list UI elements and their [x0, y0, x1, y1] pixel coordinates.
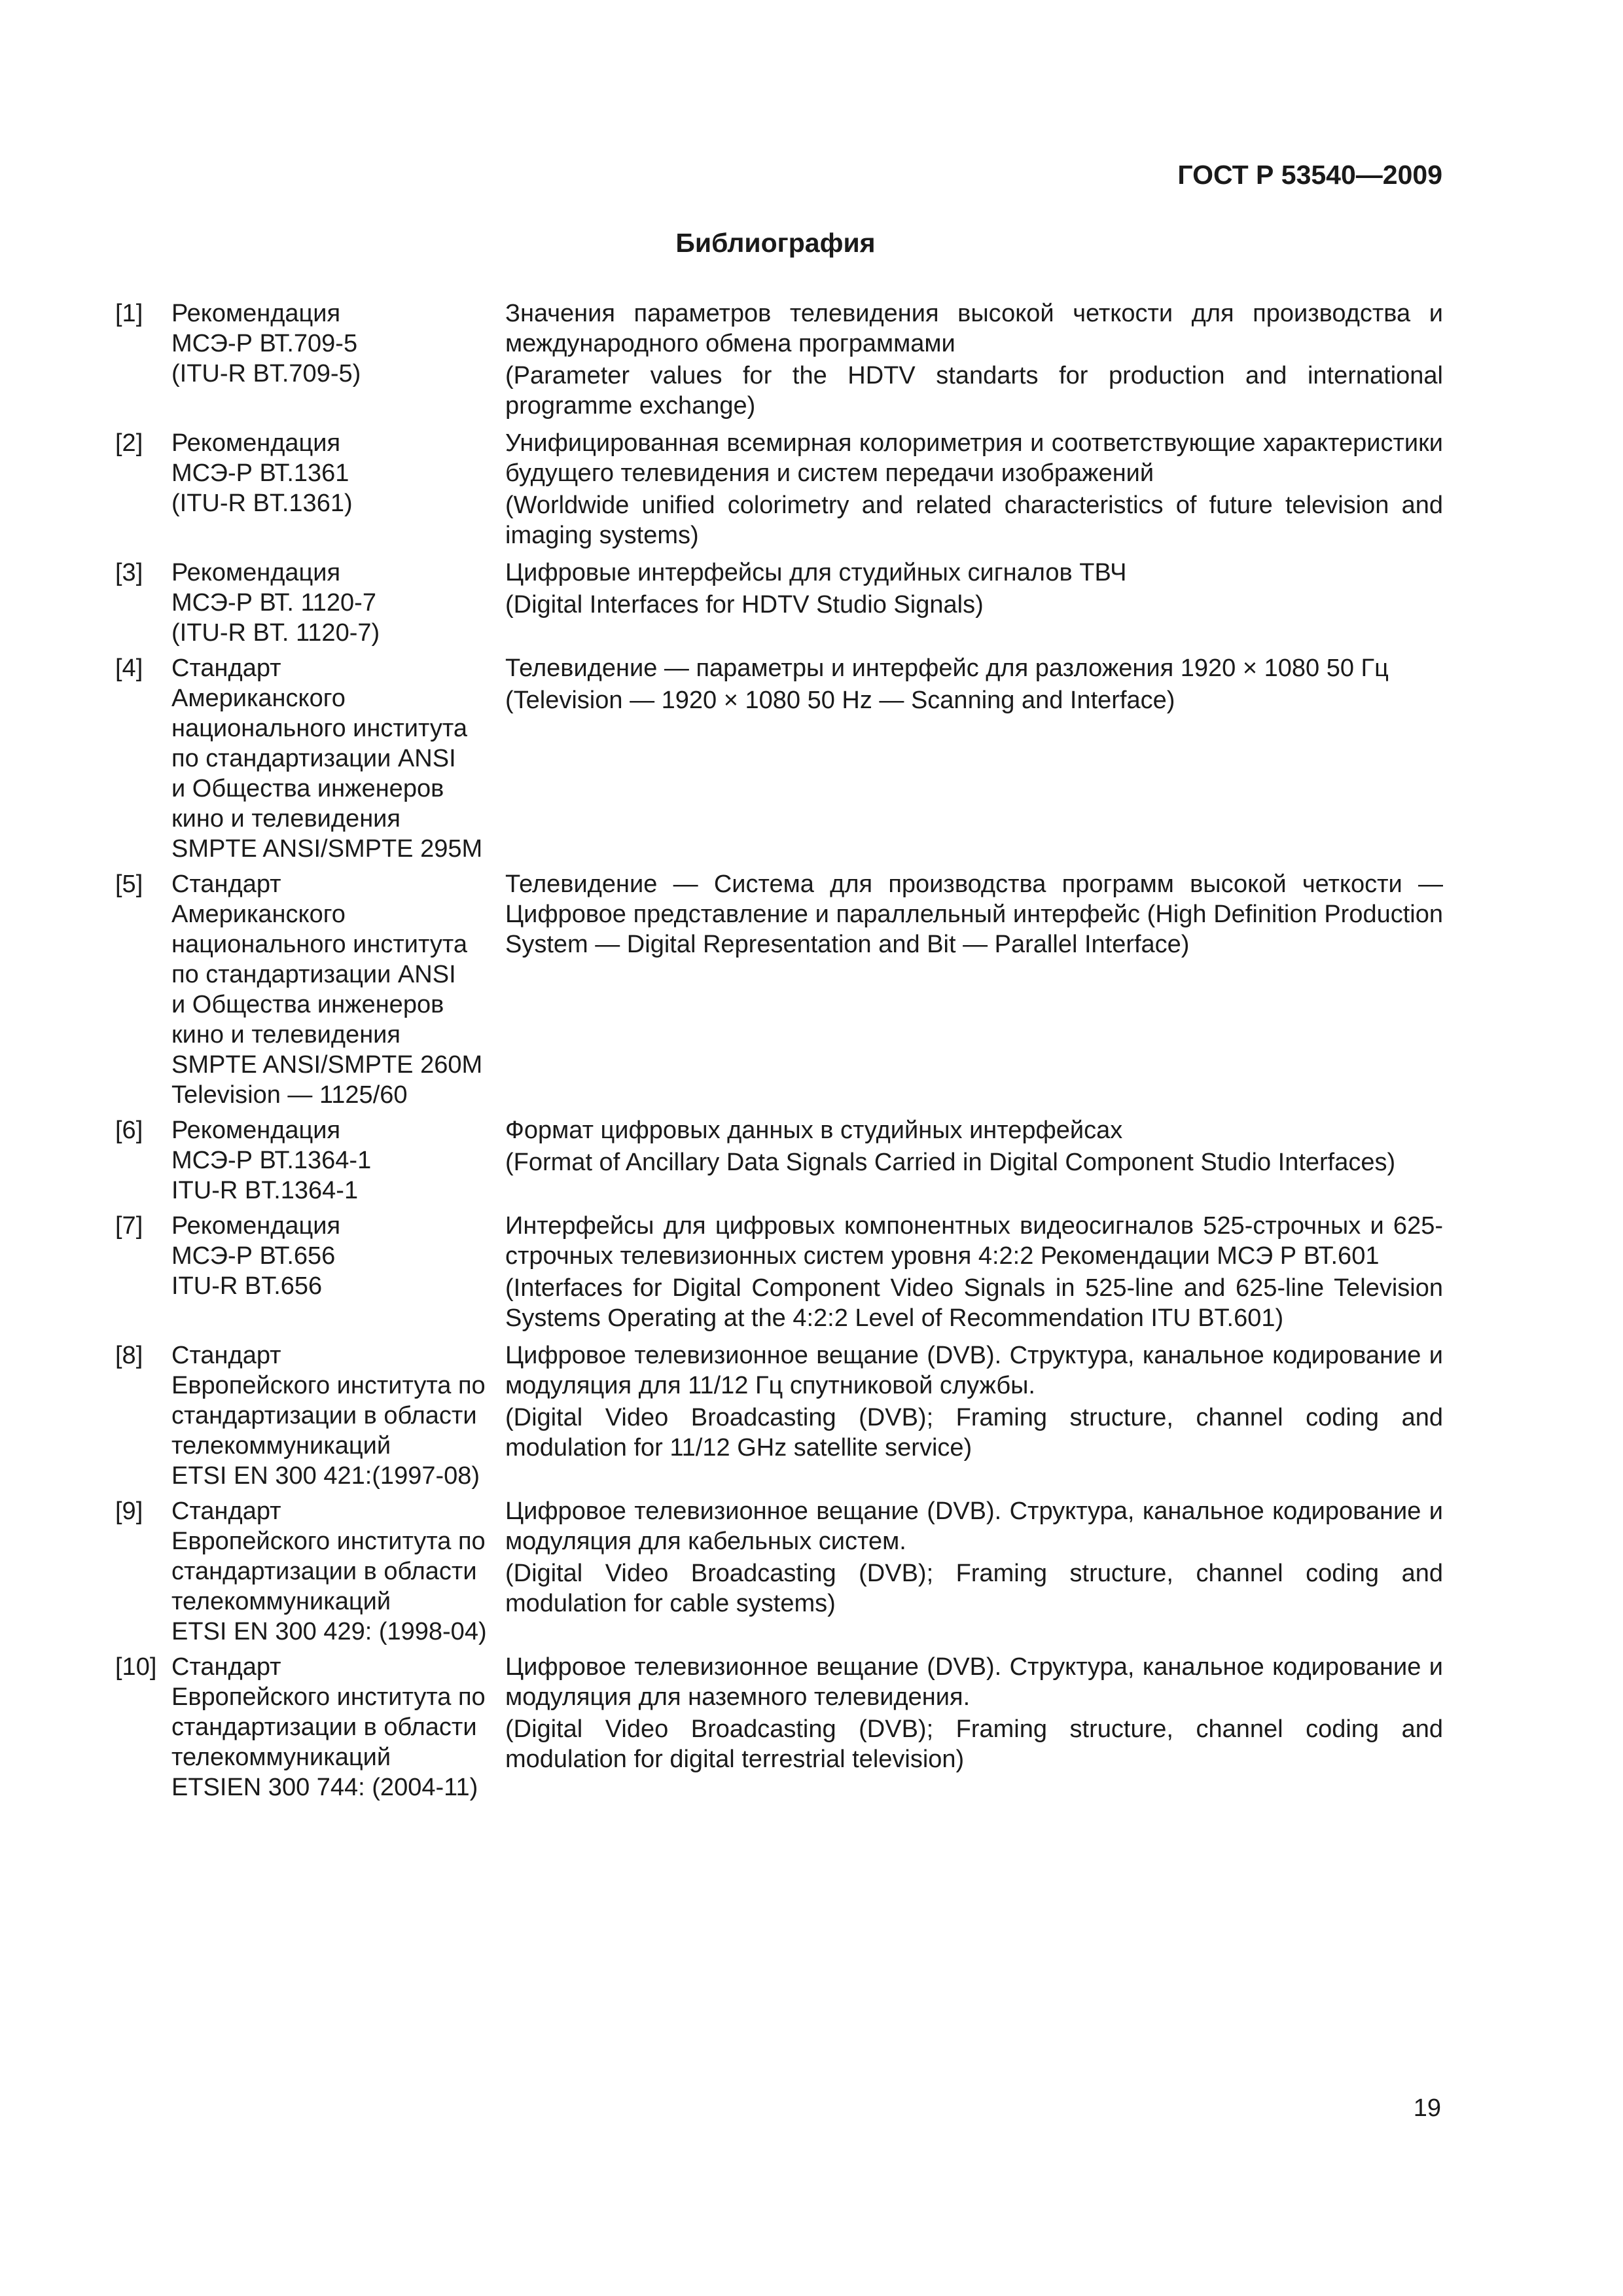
- bib-description-paragraph: Унифицированная всемирная колориметрия и соответствующие характеристики будущего телевидения и систем передачи изображений: [505, 429, 1443, 487]
- bib-entry: [115, 1652, 1443, 1803]
- bib-source-line: (ITU-R BT.709-5): [171, 360, 361, 387]
- page-number: 19: [1413, 2094, 1441, 2122]
- page-title: Библиография: [675, 228, 876, 258]
- bib-description-paragraph: (Digital Interfaces for HDTV Studio Signals): [505, 591, 984, 619]
- bib-source-line: Стандарт: [171, 1342, 281, 1369]
- bib-description-paragraph: (Television — 1920 × 1080 50 Hz — Scanning and Interface): [505, 687, 1175, 714]
- bib-source-line: МСЭ-Р ВТ.1361: [171, 459, 349, 487]
- bib-entry-number: [2]: [115, 429, 143, 457]
- bib-source-line: МСЭ-Р ВТ.656: [171, 1242, 336, 1270]
- bib-entry-number: [1]: [115, 300, 143, 327]
- bib-description-paragraph: Значения параметров телевидения высокой четкости для производства и международного обмена программами: [505, 300, 1443, 357]
- bib-entry-number: [6]: [115, 1117, 143, 1144]
- bib-entry-number: [4]: [115, 655, 143, 682]
- bib-entry-description: [505, 298, 1443, 423]
- bib-entry-number: [8]: [115, 1342, 143, 1369]
- bib-description-paragraph: (Digital Video Broadcasting (DVB); Framing structure, channel coding and modulation for cable systems): [505, 1560, 1443, 1617]
- bib-source-line: Стандарт: [171, 1498, 281, 1525]
- bib-description-paragraph: Цифровое телевизионное вещание (DVB). Структура, канальное кодирование и модуляция для 11/12 Гц спутниковой службы.: [505, 1342, 1443, 1399]
- bibliography-list: [115, 298, 1443, 1808]
- bib-description-paragraph: Цифровые интерфейсы для студийных сигналов ТВЧ: [505, 559, 1127, 586]
- bib-entry-number: [10]: [115, 1653, 157, 1681]
- bib-entry-number: [3]: [115, 559, 143, 586]
- bib-entry: [115, 1340, 1443, 1491]
- bib-entry-source: [171, 1115, 505, 1206]
- bib-entry-description: [505, 558, 1443, 622]
- bib-source-line: национального института: [171, 931, 467, 958]
- bib-source-line: Рекомендация: [171, 300, 341, 327]
- bib-source-line: SMPTE ANSI/SMPTE 295M: [171, 835, 483, 863]
- bib-entry: [115, 869, 1443, 1110]
- bib-entry: [115, 298, 1443, 423]
- bib-description-paragraph: Телевидение — параметры и интерфейс для разложения 1920 × 1080 50 Гц: [505, 655, 1389, 682]
- bib-source-line: национального института: [171, 715, 467, 742]
- bib-source-line: Европейского института по: [171, 1372, 486, 1399]
- bib-source-line: кино и телевидения: [171, 805, 401, 833]
- bib-entry-source: [171, 298, 505, 389]
- bib-source-line: Рекомендация: [171, 429, 341, 457]
- bib-entry-source: [171, 1496, 505, 1647]
- bib-entry-description: [505, 1340, 1443, 1465]
- bib-source-line: стандартизации в области: [171, 1558, 477, 1585]
- bib-source-line: Стандарт: [171, 655, 281, 682]
- bib-source-line: Стандарт: [171, 1653, 281, 1681]
- bib-entry-description: [505, 1496, 1443, 1621]
- bib-source-line: и Общества инженеров: [171, 991, 444, 1018]
- bib-source-line: Рекомендация: [171, 1212, 341, 1240]
- bib-source-line: МСЭ-Р ВТ. 1120-7: [171, 589, 376, 617]
- bib-source-line: ETSIEN 300 744: (2004-11): [171, 1774, 478, 1801]
- bib-source-line: по стандартизации ANSI: [171, 961, 456, 988]
- bib-description-paragraph: (Interfaces for Digital Component Video Signals in 525-line and 625-line Television Systems Operating at the 4:2:2 Level of Recommendation ITU BT.601): [505, 1274, 1443, 1332]
- bib-description-paragraph: Интерфейсы для цифровых компонентных видеосигналов 525-строчных и 625-строчных телевизионных систем уровня 4:2:2 Рекомендации МСЭ Р ВТ.601: [505, 1212, 1443, 1270]
- bib-entry-source: [171, 869, 505, 1110]
- bib-source-line: Рекомендация: [171, 1117, 341, 1144]
- bib-entry-number: [9]: [115, 1498, 143, 1525]
- bib-source-line: Американского: [171, 685, 346, 712]
- bib-source-line: стандартизации в области: [171, 1713, 477, 1741]
- bib-description-paragraph: Телевидение — Система для производства программ высокой четкости — Цифровое представление и параллельный интерфейс (High Definition Production System — Digital Representation and Bit — Parallel Interface): [505, 870, 1443, 958]
- bib-description-paragraph: (Format of Ancillary Data Signals Carried in Digital Component Studio Interfaces): [505, 1149, 1396, 1176]
- bib-description-paragraph: Цифровое телевизионное вещание (DVB). Структура, канальное кодирование и модуляция для кабельных систем.: [505, 1498, 1443, 1555]
- bib-source-line: кино и телевидения: [171, 1021, 401, 1049]
- bib-source-line: ITU-R BT.656: [171, 1272, 323, 1300]
- bib-description-paragraph: Цифровое телевизионное вещание (DVB). Структура, канальное кодирование и модуляция для наземного телевидения.: [505, 1653, 1443, 1711]
- bib-source-line: телекоммуникаций: [171, 1588, 391, 1615]
- bib-source-line: МСЭ-Р ВТ.709-5: [171, 330, 358, 357]
- bib-description-paragraph: (Parameter values for the HDTV standarts for production and international programme exchange): [505, 362, 1443, 420]
- bib-description-paragraph: (Digital Video Broadcasting (DVB); Framing structure, channel coding and modulation for digital terrestrial television): [505, 1715, 1443, 1773]
- bib-source-line: (ITU-R BT.1361): [171, 490, 353, 517]
- bib-source-line: по стандартизации ANSI: [171, 745, 456, 772]
- bib-entry: [115, 1211, 1443, 1335]
- bib-entry: [115, 1115, 1443, 1206]
- bib-description-paragraph: (Worldwide unified colorimetry and related characteristics of future television and imaging systems): [505, 492, 1443, 549]
- bib-source-line: и Общества инженеров: [171, 775, 444, 802]
- bib-description-paragraph: (Digital Video Broadcasting (DVB); Framing structure, channel coding and modulation for 11/12 GHz satellite service): [505, 1404, 1443, 1462]
- bib-entry-source: [171, 1211, 505, 1301]
- bib-entry-description: [505, 653, 1443, 717]
- bib-entry: [115, 558, 1443, 648]
- bib-source-line: Европейского института по: [171, 1683, 486, 1711]
- bib-source-line: стандартизации в области: [171, 1402, 477, 1429]
- bib-entry-source: [171, 1652, 505, 1803]
- bib-source-line: телекоммуникаций: [171, 1432, 391, 1460]
- bib-source-line: SMPTE ANSI/SMPTE 260M: [171, 1051, 483, 1079]
- bib-source-line: ITU-R BT.1364-1: [171, 1177, 359, 1204]
- bib-source-line: Television — 1125/60: [171, 1081, 408, 1109]
- bib-source-line: МСЭ-Р ВТ.1364-1: [171, 1147, 372, 1174]
- bib-entry-source: [171, 1340, 505, 1491]
- bib-entry-number: [5]: [115, 870, 143, 898]
- bib-entry-description: [505, 1652, 1443, 1776]
- bib-entry-source: [171, 558, 505, 648]
- bib-entry-description: [505, 1115, 1443, 1179]
- document-code: ГОСТ Р 53540—2009: [1177, 160, 1442, 190]
- bib-entry-description: [505, 869, 1443, 961]
- bib-entry-description: [505, 1211, 1443, 1335]
- bib-entry: [115, 428, 1443, 552]
- bib-source-line: Европейского института по: [171, 1528, 486, 1555]
- bib-source-line: ETSI EN 300 421:(1997-08): [171, 1462, 480, 1490]
- bib-entry-description: [505, 428, 1443, 552]
- bib-source-line: ETSI EN 300 429: (1998-04): [171, 1618, 487, 1645]
- bib-entry-source: [171, 653, 505, 864]
- bib-source-line: телекоммуникаций: [171, 1744, 391, 1771]
- bib-entry: [115, 1496, 1443, 1647]
- bib-entry-number: [7]: [115, 1212, 143, 1240]
- bib-entry: [115, 653, 1443, 864]
- bib-source-line: Рекомендация: [171, 559, 341, 586]
- bib-entry-source: [171, 428, 505, 518]
- bib-description-paragraph: Формат цифровых данных в студийных интерфейсах: [505, 1117, 1123, 1144]
- bib-source-line: Американского: [171, 901, 346, 928]
- bib-source-line: Стандарт: [171, 870, 281, 898]
- bib-source-line: (ITU-R BT. 1120-7): [171, 619, 380, 647]
